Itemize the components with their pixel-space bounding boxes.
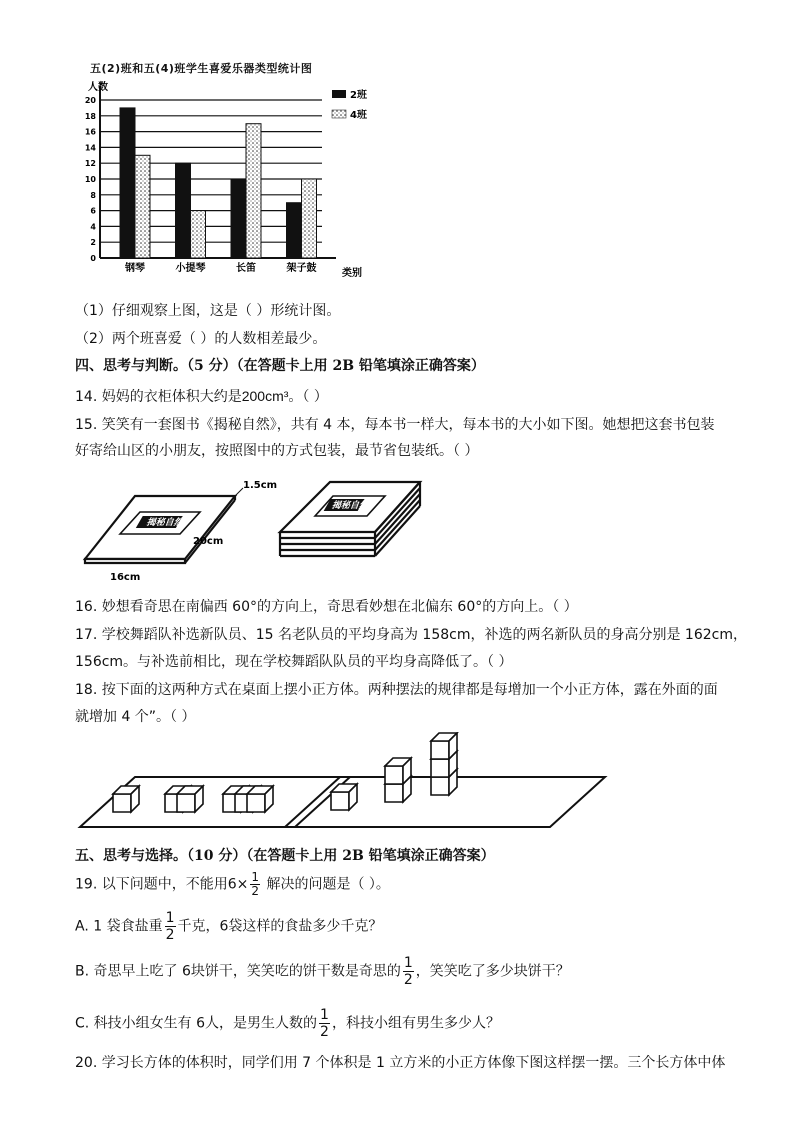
x-tick-label: 钢琴 — [125, 263, 145, 274]
small-cube — [431, 733, 457, 759]
q18-line1: 18. 按下面的这两种方式在桌面上摆小正方体。两种摆法的规律都是每增加一个小正方体，露在外面的面 — [75, 682, 718, 698]
small-cube — [385, 758, 411, 784]
y-axis-label: 人数 — [88, 82, 108, 93]
bar-2ban — [176, 163, 191, 258]
legend-label-2ban: 2班 — [350, 90, 367, 101]
bar-4ban — [135, 155, 150, 258]
option-b-text: B. 奇思早上吃了 6块饼干，笑笑吃的饼干数是奇思的 — [75, 963, 401, 980]
section-4-heading: 四、思考与判断。（5 分）（在答题卡上用 2B 铅笔填涂正确答案） — [75, 358, 485, 374]
single-book — [85, 496, 235, 563]
q19-stem: 19. 以下问题中，不能用6× — [75, 876, 249, 893]
q15-line2: 好寄给山区的小朋友，按照图中的方式包装，最节省包装纸。（ ） — [75, 443, 479, 459]
stack-cover-title: 揭秘自然 — [330, 500, 371, 511]
x-tick-label: 小提琴 — [175, 263, 206, 274]
option-a-fraction — [165, 910, 176, 943]
q14-text: 14. 妈妈的衣柜体积大约是 — [75, 389, 242, 405]
y-tick-label: 4 — [90, 222, 96, 232]
section-5-heading: 五、思考与选择。（10 分）（在答题卡上用 2B 铅笔填涂正确答案） — [75, 848, 495, 864]
dim-width: 20cm — [193, 536, 224, 547]
bar-chart — [80, 78, 380, 283]
y-tick-label: 18 — [84, 111, 96, 121]
y-tick-label: 10 — [84, 175, 96, 184]
frac-den: 2 — [403, 972, 413, 988]
bar-2ban — [120, 108, 135, 258]
x-tick-label: 长笛 — [236, 263, 256, 274]
q19 — [75, 871, 390, 898]
q17-line1: 17. 学校舞蹈队补选新队员、15 名老队员的平均身高为 158cm，补选的两名新队员的身高分别是 162cm， — [75, 627, 747, 643]
option-a-text: A. 1 袋食盐重 — [75, 918, 163, 935]
y-tick-label: 20 — [84, 96, 96, 105]
legend-swatch-2ban — [332, 90, 346, 98]
dim-length: 16cm — [110, 572, 141, 583]
option-a-text-end: 千克，6袋这样的食盐多少千克？ — [177, 918, 383, 935]
q19-option-a — [75, 910, 382, 943]
chart-legend — [332, 88, 368, 121]
frac-den: 2 — [320, 1024, 329, 1040]
stacked-books — [280, 482, 420, 556]
q13-part1: （1）仔细观察上图，这是（ ）形统计图。 — [75, 303, 341, 319]
y-tick-label: 6 — [90, 206, 96, 216]
q17-line2: 156cm。与补选前相比，现在学校舞蹈队队员的平均身高降低了。（ ） — [75, 654, 513, 670]
x-axis-label: 类别 — [342, 268, 362, 279]
books-figure — [75, 474, 435, 586]
dim-height: 1.5cm — [243, 480, 278, 491]
frac-den: 2 — [251, 884, 259, 898]
bar-2ban — [287, 203, 302, 258]
y-tick-label: 12 — [84, 159, 96, 169]
frac-num: 1 — [403, 955, 413, 971]
frac-num: 1 — [320, 1007, 329, 1023]
q14-blank: 。（ ） — [288, 389, 328, 405]
q13-part2: （2）两个班喜爱（ ）的人数相差最少。 — [75, 331, 327, 347]
small-cube — [113, 786, 139, 812]
legend-swatch-4ban — [332, 110, 346, 118]
option-b-fraction — [403, 955, 414, 988]
frac-den: 2 — [165, 927, 175, 943]
small-cube — [247, 786, 273, 812]
legend-label-4ban: 4班 — [350, 110, 367, 121]
y-tick-label: 16 — [84, 127, 96, 137]
chart-title: 五(2)班和五(4)班学生喜爱乐器类型统计图 — [90, 62, 313, 75]
q15-line1: 15. 笑笑有一套图书《揭秘自然》，共有 4 本，每本书一样大，每本书的大小如下图。她想把这套书包装 — [75, 417, 715, 433]
bar-4ban — [302, 179, 317, 258]
small-cube — [177, 786, 203, 812]
q19-option-c — [75, 1007, 500, 1040]
cubes-figure — [75, 732, 635, 832]
q19-stem-end: 解决的问题是（ ）。 — [262, 876, 390, 893]
option-c-text: C. 科技小组女生有 6人，是男生人数的 — [75, 1015, 318, 1032]
option-c-fraction — [319, 1007, 330, 1040]
option-b-text-end: ，笑笑吃了多少块饼干？ — [415, 963, 570, 980]
x-tick-label: 架子鼓 — [286, 263, 317, 274]
q18-line2: 就增加 4 个”。（ ） — [75, 709, 196, 725]
q14 — [75, 386, 328, 406]
bar-4ban — [191, 211, 206, 258]
q19-option-b — [75, 955, 570, 988]
q16: 16. 妙想看奇思在南偏西 60°的方向上，奇思看妙想在北偏东 60°的方向上。（ ） — [75, 599, 578, 615]
y-tick-label: 14 — [84, 143, 96, 153]
bar-2ban — [231, 179, 246, 258]
y-tick-label: 2 — [90, 238, 96, 248]
option-c-text-end: ，科技小组有男生多少人？ — [331, 1015, 500, 1032]
q19-fraction — [250, 871, 260, 898]
y-tick-label: 8 — [90, 190, 96, 200]
frac-num: 1 — [251, 870, 259, 884]
q14-value: 200cm³ — [241, 388, 289, 404]
y-tick-label: 0 — [90, 254, 96, 263]
frac-num: 1 — [165, 910, 175, 926]
book-cover-title: 揭秘自然 — [145, 517, 186, 528]
small-cube — [331, 784, 357, 810]
bar-4ban — [246, 124, 261, 258]
q20-line1: 20. 学习长方体的体积时，同学们用 7 个体积是 1 立方米的小正方体像下图这样摆一摆。三个长方体中体 — [75, 1055, 726, 1071]
